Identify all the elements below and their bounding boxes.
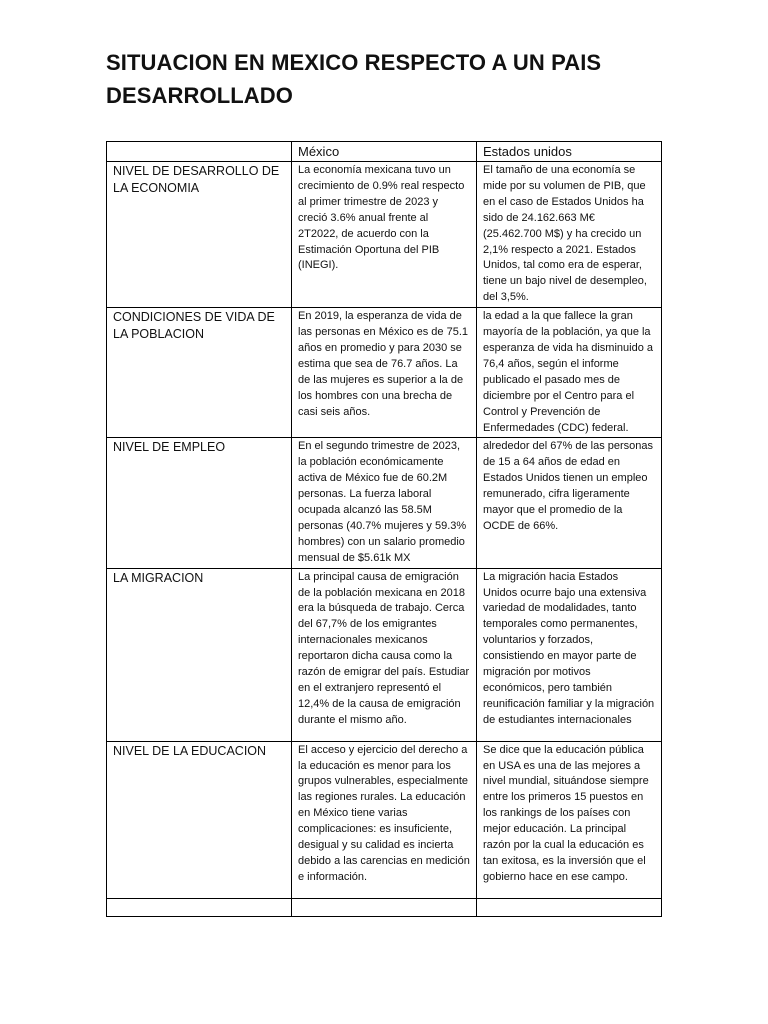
usa-cell: Se dice que la educación pública en USA es una de las mejores a nivel mundial, situándose siempre entre los primeros 15 puestos en los rankings de los países con mejor educación. La principal razón por la cual la educación es tan exitosa, es la inversión que el gobierno hace en ese campo.	[477, 741, 662, 898]
header-mexico: México	[292, 142, 477, 162]
table-row	[107, 162, 662, 308]
empty-table-row	[107, 898, 662, 916]
row-category: NIVEL DE EMPLEO	[107, 438, 292, 568]
usa-cell: la edad a la que fallece la gran mayoría de la población, ya que la esperanza de vida ha disminuido a 76,4 años, según el informe publicado el pasado mes de diciembre por el Centro para el Control y Prevención de Enfermedades (CDC) federal.	[477, 308, 662, 438]
table-row	[107, 438, 662, 568]
usa-cell: alrededor del 67% de las personas de 15 a 64 años de edad en Estados Unidos tienen un empleo remunerado, cifra ligeramente mayor que el promedio de la OCDE de 66%.	[477, 438, 662, 568]
table-header-row	[107, 142, 662, 162]
page-title: SITUACION EN MEXICO RESPECTO A UN PAIS DESARROLLADO	[106, 50, 602, 108]
usa-cell: La migración hacia Estados Unidos ocurre bajo una extensiva variedad de modalidades, tanto temporales como permanentes, voluntarios y forzados, consistiendo en mayor parte de migración por motivos económicos, pero también reunificación familiar y la migración de estudiantes internacionales	[477, 568, 662, 741]
row-category: CONDICIONES DE VIDA DE LA POBLACION	[107, 308, 292, 438]
mexico-cell: En el segundo trimestre de 2023, la población económicamente activa de México fue de 60.2M personas. La fuerza laboral ocupada alcanzó las 58.5M personas (40.7% mujeres y 59.3% hombres) con un salario promedio mensual de $5.61k MX	[292, 438, 477, 568]
row-category: NIVEL DE LA EDUCACION	[107, 741, 292, 898]
table-row	[107, 568, 662, 741]
mexico-cell: En 2019, la esperanza de vida de las personas en México es de 75.1 años en promedio y para 2030 se estima que sea de 76.7 años. La de las mujeres es superior a la de los hombres con una brecha de casi seis años.	[292, 308, 477, 438]
header-category	[107, 142, 292, 162]
mexico-cell: El acceso y ejercicio del derecho a la educación es menor para los grupos vulnerables, especialmente las regiones rurales. La educación en México tiene varias complicaciones: es insuficiente, desigual y su calidad es incierta debido a las carencias en medición e información.	[292, 741, 477, 898]
table-row	[107, 308, 662, 438]
table-row	[107, 741, 662, 898]
empty-cell	[292, 898, 477, 916]
row-category: NIVEL DE DESARROLLO DE LA ECONOMIA	[107, 162, 292, 308]
empty-cell	[107, 898, 292, 916]
row-category: LA MIGRACION	[107, 568, 292, 741]
mexico-cell: La economía mexicana tuvo un crecimiento de 0.9% real respecto al primer trimestre de 2023 y creció 3.6% anual frente al 2T2022, de acuerdo con la Estimación Oportuna del PIB (INEGI).	[292, 162, 477, 308]
header-usa: Estados unidos	[477, 142, 662, 162]
empty-cell	[477, 898, 662, 916]
usa-cell: El tamaño de una economía se mide por su volumen de PIB, que en el caso de Estados Unidos ha sido de 24.162.663 M€ (25.462.700 M$) y ha crecido un 2,1% respecto a 2021. Estados Unidos, tal como era de esperar, tiene un bajo nivel de desempleo, del 3,5%.	[477, 162, 662, 308]
comparison-table	[106, 141, 662, 917]
mexico-cell: La principal causa de emigración de la población mexicana en 2018 era la búsqueda de trabajo. Cerca del 67,7% de los emigrantes internacionales mexicanos reportaron dicha causa como la razón de emigrar del país. Estudiar en el extranjero representó el 12,4% de la causa de emigración durante el mismo año.	[292, 568, 477, 741]
